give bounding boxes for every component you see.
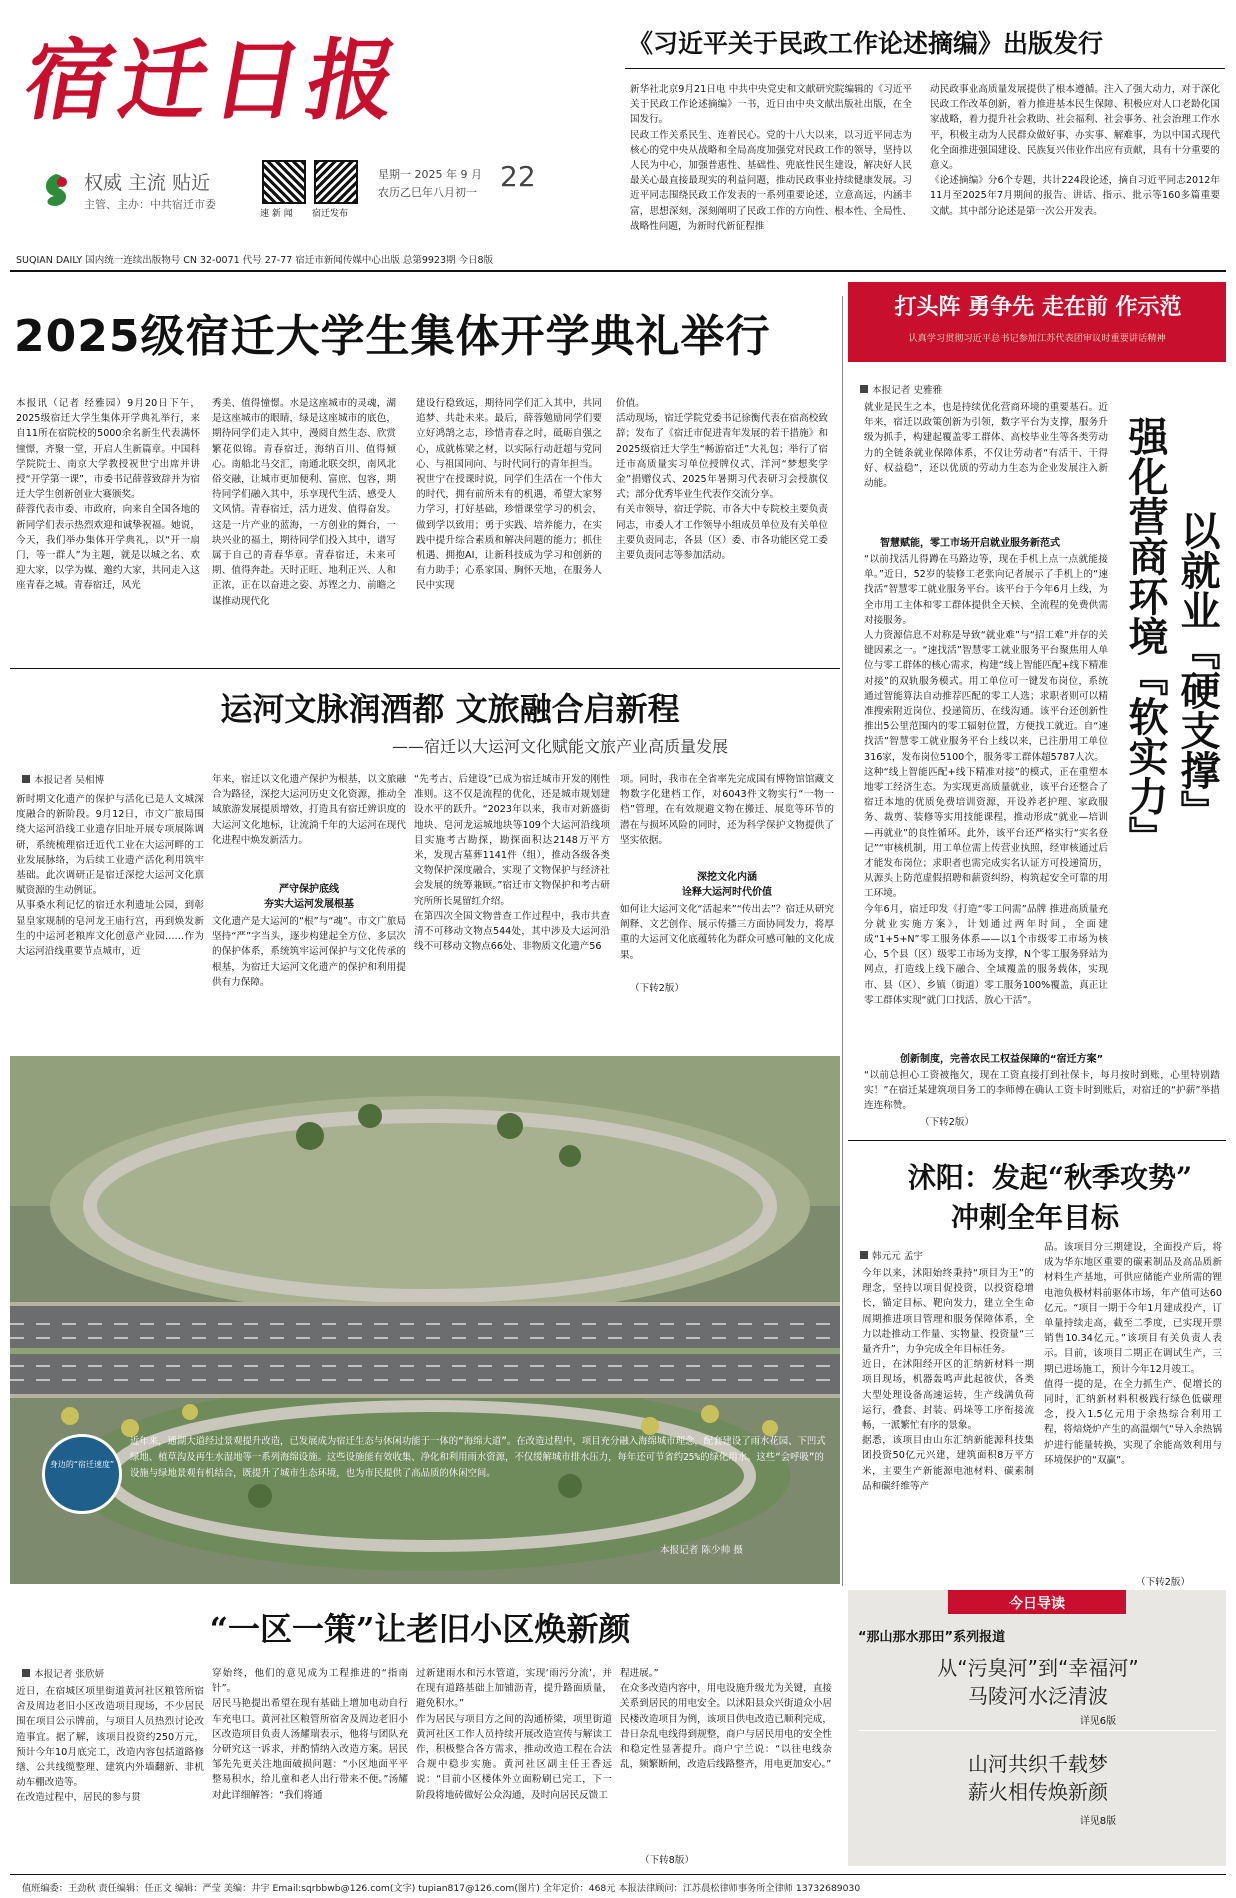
shuyang-byline: 韩元元 孟宇 <box>872 1251 924 1262</box>
culture-rule-top <box>10 668 840 669</box>
community-byline: 本报记者 张欣妍 <box>34 1669 105 1680</box>
culture-col4-text: 项。同时，我市在全省率先完成国有博物馆馆藏文物数字化建档工作，对6043件文物实行“一物一档”管理，在有效规避文物在搬迁、展览等环节的潜在与损坏风险的同时，还为科学保护文物提供了坚实依据。 <box>620 774 834 846</box>
top-rule <box>10 270 1226 272</box>
info-bar: SUQIAN DAILY 国内统一连续出版物号 CN 32-0071 代号 27-77 宿迁市新闻传媒中心出版 总第9923期 今日8版 <box>16 255 494 266</box>
culture-col3: “先考古、后建设”已成为宿迁城市开发的刚性准则。这不仅是流程的优化，还是城市规划建设水平的跃升。“2023年以来，我市对新盛街地块、皂河龙运城地块等109个大运河沿线项目实施考古勘探，勘探面积达2148万平方米，发现古墓葬1141件（组），推动各级各类文物保护深度融合，实现了文物保护与经济社会发展的统筹兼顾。”宿迁市文物保护和考古研究所所长晁留红介绍。 在第四次全国文物普查工作过程中，我市共查清不可移动文物点544处，其中涉及大运河沿线不可移动文物点66处、非物质文化遗产56 <box>414 774 610 953</box>
culture-headline: 运河文脉润酒都 文旅融合启新程 <box>220 690 680 728</box>
community-col3: 过新建雨水和污水管道，实现‘雨污分流’，并在现有道路基础上加铺沥青，提升路面质量，避免积水。” 作为居民与项目方之间的沟通桥梁，项里街道黄河社区工作人员持续开展改造宣传与解读工作，积极整合各方需求，推动改造工程在合法合规中稳步实施。黄河社区副主任王香远说：“目前小区楼体外立面粉刷已完工，下一阶段将地砖做好公众沟通，及时向居民反馈工 <box>416 1668 612 1801</box>
right-col-text-3: “以前总担心工资被拖欠，现在工资直接打到社保卡，每月按时到账，心里特别踏实！”在宿迁某建筑项目务工的李师傅在确认工资卡时到账后，对宿迁的“护薪”举措连连称赞。 <box>864 1070 1220 1112</box>
culture-subhead: ——宿迁以大运河文化赋能文旅产业高质量发展 <box>391 737 728 756</box>
qr-code-1-label: 速 新 闻 <box>260 209 293 219</box>
masthead-slogan: 权威 主流 贴近 <box>84 172 211 194</box>
date-line-2: 农历乙巳年八月初一 <box>378 186 477 199</box>
photo-credit: 本报记者 陈少帅 摄 <box>660 1545 743 1556</box>
campaign-banner-main: 打头阵 勇争先 走在前 作示范 <box>894 295 1182 320</box>
masthead-sponsor: 主管、主办：中共宿迁市委 <box>84 198 216 211</box>
photo-caption: 近年来，通湖大道经过景观提升改造，已发展成为宿迁生态与休闲功能于一体的“海绵大道”。在改造过程中，项目充分融入海绵城市理念，配套建设了雨水花园、下凹式绿地、植草沟及再生水湿地等一系列海绵设施。这些设施能有效收集、净化和利用雨水资源，不仅缓解城市排水压力，每年还可节省约25%的绿化用水。这些“会呼吸”的设施与绿地景观有机结合，既提升了城市生态环境，也为市民提供了高品质的休闲空间。 <box>130 1436 826 1479</box>
right-col-byline-marker <box>860 385 868 393</box>
lead-col4: 价值。 活动现场，宿迁学院党委书记徐衡代表在宿高校致辞；发布了《宿迁市促进青年发展的若干措施》和2025级宿迁大学生“畅游宿迁”大礼包；举行了宿迁市高质量实习单位授牌仪式、洋河“梦想奖学金”捐赠仪式、2025年暑期习代表研习会授旗仪式；部分优秀毕业生代表作交流分享。 有关市领导，宿迁学院、市各大中专院校主要负责同志，市委人才工作领导小组成员单位及有关单位主要负责同志，各县（区）委、市各功能区党工委主要负责同志等参加活动。 <box>616 398 828 562</box>
masthead-title: 宿迁日报 <box>16 28 412 132</box>
guide-item-1-line-2[interactable]: 马陵河水泛清波 <box>968 1684 1108 1708</box>
guide-title: 今日导读 <box>1009 1596 1065 1612</box>
community-jump: （下转8版） <box>640 1855 695 1866</box>
lead-col3: 建设行稳致远，期待同学们汇入其中，共同追梦、共赴未来。最后，薛蓉勉励同学们要立好鸿鹄之志，珍惜青春之时，砥砺自强之心，成就栋梁之材，以实际行动赶超与党同心、与祖国同向、与时代同行的青年担当。 祝世宁在授课时说，同学们生活在一个伟大的时代，拥有前所未有的机遇，希望大家努力学习，打好基础，珍惜课堂学习的机会，做到学以致用；勇于实践、培养能力，在实践中提升综合素质和解决问题的能力；抓住机遇、拥抱AI，让新科技成为学习和创新的有力助手；心系家国、胸怀天地，在服务人民中实现 <box>416 398 602 592</box>
top-story-headline: 《习近平关于民政工作论述摘编》出版发行 <box>628 29 1104 58</box>
photo-badge <box>42 1434 122 1514</box>
photo-badge-text: 身边的“宿迁速度” <box>49 1460 115 1469</box>
top-story-col1: 新华社北京9月21日电 中共中央党史和文献研究院编辑的《习近平关于民政工作论述摘编》一书，近日由中央文献出版社出版，在全国发行。 民政工作关系民生、连着民心。党的十八大以来，以习近平同志为核心的党中央从战略和全局高度加强党对民政工作的领导，坚持以人民为中心，加强普惠性、基础性、兜底性民生建设，解决好人民最关心最直接最现实的利益问题，推动民政事业持续健康发展。习近平同志围绕民政工作发表的一系列重要论述，立意高远，内涵丰富，思想深刻，深刻阐明了民政工作的方向性、根本性、全局性、战略性问题，为新时代新征程推 <box>630 84 912 232</box>
guide-tag: “那山那水那田”系列报道 <box>858 1630 1006 1645</box>
footer-text: 值班编委：王劲秋 责任编辑：任正文 编辑：严莹 美编：井宇 Email:sqrbbwb@126.com(文字) tupian817@126.com(图片) 全年定价：468元 本报法律顾问：江苏晨松律师事务所全律师 13732689030 <box>22 1883 861 1894</box>
footer-rule <box>10 1874 1226 1875</box>
masthead-logo-icon <box>36 170 76 210</box>
culture-col2-text: 年来，宿迁以文化遗产保护为根基，以文旅融合为路径，深挖大运河历史文化资源，推动全域旅游发展提质增效，打造具有宿迁辨识度的大运河文化地标，让流淌千年的大运河在现代化进程中焕发新活力。 <box>212 774 406 846</box>
community-headline: “一区一策”让老旧小区焕新颜 <box>209 1610 631 1648</box>
right-col-jump: （下转2版） <box>920 1117 975 1128</box>
top-story-col2: 动民政事业高质量发展提供了根本遵循。注入了强大动力，对于深化民政工作改革创新，着力推进基本民生保障、积极应对人口老龄化国家战略，着力提升社会救助、社会福利、社会事务、社会治理工作水平，积极主动为人民群众做好事、办实事、解难事，为以中国式现代化全面推进强国建设、民族复兴伟业作出应有贡献，具有十分重要的意义。 《论述摘编》分6个专题，共计224段论述，摘自习近平同志2012年11月至2025年7月期间的报告、讲话、指示、批示等160多篇重要文献。其中部分论述是第一次公开发表。 <box>930 84 1220 217</box>
right-col-sub-1: 智慧赋能，零工市场开启就业服务新范式 <box>880 538 1060 549</box>
right-col-vheadline-1: 以就业『硬支撑』 <box>1174 510 1221 830</box>
qr-code-2-label: 宿迁发布 <box>312 209 349 219</box>
shuyang-byline-marker <box>860 1251 868 1259</box>
culture-byline-marker <box>22 775 30 783</box>
guide-item-1-page[interactable]: 详见6版 <box>1079 1716 1117 1727</box>
community-col2: 穿始终，他们的意见成为工程推进的“指南针”。 居民马艳提出希望在现有基础上增加电动自行车充电口。黄河社区粮管所宿舍及周边老旧小区改造项目负责人汤耀瑞表示，他将与团队充分研究这一诉求，并酌情纳入改造方案。居民邹先先更关注地面破损问题：“小区地面平平整易积水，给儿童和老人出行带来不便。”汤耀对此详细解答：“我们将通 <box>212 1668 408 1801</box>
right-col-divider <box>842 296 843 1586</box>
culture-byline: 本报记者 吴相博 <box>34 775 105 786</box>
top-story-rule <box>625 68 1225 69</box>
guide-box <box>848 1590 1226 1866</box>
shuyang-jump: （下转2版） <box>1136 1577 1191 1588</box>
culture-col4-subhead: 深挖文化内涵 诠释大运河时代价值 <box>682 872 772 898</box>
right-col-sub-2: 创新制度，完善农民工权益保障的“宿迁方案” <box>900 1054 1104 1065</box>
guide-item-2-line-2[interactable]: 薪火相传焕新颜 <box>968 1780 1108 1804</box>
guide-divider <box>858 1730 1216 1731</box>
culture-col2-subhead: 严守保护底线 夯实大运河发展根基 <box>264 884 354 910</box>
qr-code-1[interactable] <box>262 160 306 204</box>
date-line-1: 星期一 2025 年 9 月 <box>378 168 482 181</box>
right-col-byline: 本报记者 史雅雅 <box>872 385 943 396</box>
right-col-rule <box>848 1140 1226 1141</box>
culture-col4-text-b: 如何让大运河文化“活起来”“传出去”？宿迁从研究阐释、文艺创作、展示传播三方面协同发力，将厚重的大运河文化底蕴转化为群众可感可触的文化成果。 <box>620 904 834 961</box>
culture-col2-text-b: 文化遗产是大运河的“根”与“魂”。市文广旅局坚持“严”字当头，逐步构建起全方位、多层次的保护体系，系统筑牢运河保护与文化传承的根基，为宿迁大运河文化遗产的保护和利用提供有力保障。 <box>212 916 406 988</box>
lead-col2: 秀美、值得憧憬。水是这座城市的灵魂，湖是这座城市的眼睛，绿是这座城市的底色，期待同学们走入其中，漫阅自然生态、欣赏繁花似锦。青春宿迁，海纳百川、值得倾心。南船北马交汇，南通北联交织，南风北俗交融，让城市更加便利、富庶、包容，期待同学们融入其中，乐享现代生活、感受人文风情。青春宿迁，活力迸发、值得奋发。这是一片产业的蓝海，一方创业的舞台，一块兴业的福土，期待同学们投入其中，谱写属于自己的青春华章。青春宿迁，未来可期、值得奔赴。天时正旺、地利正兴、人和正浓，正在以奋进之姿、苏铿之力、前瞻之谋推动现代化 <box>212 398 396 607</box>
right-col-text-2b <box>864 998 1220 1048</box>
lead-col1: 本报讯（记者 经雅园）9月20日下午，2025级宿迁大学生集体开学典礼举行，来自11所在宿院校的5000余名新生代表满怀憧憬，齐聚一堂，开启人生新篇章。中国科学院院士、南京大学教授祝世宁出席并讲授“开学第一课”，市委书记薛蓉致辞并为宿迁大学生创新创业大赛颁奖。 薛蓉代表市委、市政府，向来自全国各地的新同学们表示热烈欢迎和诚挚祝福。她说，今天，我们举办集体开学典礼，以“开一扇门，等一群人”为主题，就是以城之名、欢迎大家，以学为媒、邀约大家，共同走入这座青春之城。青春宿迁，风光 <box>16 398 200 592</box>
right-col-vheadline-2: 强化营商环境『软实力』 <box>1122 416 1169 856</box>
community-col4: 程进展。” 在众多改造内容中，用电设施升级尤为关键，直接关系到居民的用电安全。以沭阳县众兴街道众小居民楼改造项目为例，该项目供电改造已顺利完成，昔日杂乱电线得到规整，商户与居民用电的安全性和稳定性显著提升。商户宁兰说：“以往电线杂乱，频繁断闸，改造后线路整齐，用电更加安心。” <box>620 1668 832 1771</box>
masthead <box>16 10 616 240</box>
community-byline-marker <box>22 1669 30 1677</box>
shuyang-col1: 今年以来，沭阳始终秉持“项目为王”的理念，坚持以项目促投资，以投资稳增长，锚定目标、靶向发力，建立全生命周期推进项目管理和服务保障体系，全力以赴推动工作量、实物量、投资量“三量齐升”，力争完成全年目标任务。 近日，在沭阳经开区的汇纳新材料一期项目现场，机器轰鸣声此起彼伏，各类大型处理设备高速运转，生产线满负荷运行，叠套、封装、码垛等工序衔接流畅，一派繁忙有序的景象。 据悉，该项目由山东汇纳新能源科技集团投资50亿元兴建，建筑面积8万平方米，主要生产新能源电池材料、碳素制品和碳纤维等产 <box>862 1268 1034 1492</box>
guide-item-2-line-1[interactable]: 山河共织千载梦 <box>968 1752 1108 1776</box>
culture-col1: 新时期文化遗产的保护与活化已是人文城深度融合的新阶段。9月12日，市文广旅局围绕大运河沿线工业遗存旧址开展专项展陈调研，系统梳理宿迁近代工业在大运河畔的工业发展脉络，为后续工业遗产活化利用筑牢基础。此次调研正是宿迁深挖大运河文化禀赋资源的生动例证。 从事桑水利记忆的宿迁水利遗址公园，到彰显皇家规制的皂河龙王庙行宫，再到焕发新生的中运河老粮库文化创意产业园……作为大运河沿线重要节点城市，近 <box>16 794 204 958</box>
right-col-text-1: 就业是民生之本，也是持续优化营商环境的重要基石。近年来，宿迁以政策创新为引领，数字平台为支撑，服务升级为抓手，构建起覆盖零工群体、高校毕业生等各类劳动力的全链条就业保障体系，不仅让劳动者“有活干、干得好、权益稳”，还以优质的劳动力生态为企业发展注入新动能。 <box>864 402 1108 490</box>
campaign-banner <box>848 282 1226 362</box>
guide-item-1-line-1[interactable]: 从“污臭河”到“幸福河” <box>937 1656 1139 1680</box>
shuyang-headline-2: 冲刺全年目标 <box>950 1201 1119 1234</box>
date-day: 22 <box>500 160 536 193</box>
shuyang-headline-1: 沭阳：发起“秋季攻势” <box>907 1161 1193 1194</box>
campaign-banner-sub: 认真学习贯彻习近平总书记参加江苏代表团审议时重要讲话精神 <box>908 333 1166 344</box>
shuyang-col2: 品。该项目分三期建设，全面投产后，将成为华东地区重要的碳素制品及高品质新材料生产基地，可供应储能产业所需的锂电池负极材料前驱体市场，年产值可达60亿元。“项目一期于今年1月建成投产，订单量持续走高，截至二季度，已实现开票销售10.34亿元。”该项目有关负责人表示。目前，该项目二期正在调试生产，三期已进场施工，预计今年12月竣工。 值得一提的是，在全力抓生产、促增长的同时，汇纳新材料积极践行绿色低碳理念，投入1.5亿元用于余热综合利用工程，将焙烧炉产生的高温烟气“导入余热锅炉进行能量转换，实现了余能高效利用与环境保护的“双赢”。 <box>1044 1242 1222 1466</box>
guide-item-2-page[interactable]: 详见8版 <box>1079 1816 1117 1827</box>
community-col1: 近日，在宿城区项里街道黄河社区粮管所宿舍及周边老旧小区改造项目现场，不少居民围在项目公示牌前，与项目人员热烈讨论改造事宜。据了解，该项目投资约250万元，预计今年10月底完工，改造内容包括道路修缮、公共线缆整理、建筑内外墙翻新、非机动车棚改造等。 在改造过程中，居民的参与贯 <box>16 1686 204 1804</box>
lead-headline: 2025级宿迁大学生集体开学典礼举行 <box>14 311 771 362</box>
right-col-text-2: “以前找活儿得蹲在马路边等，现在手机上点一点就能接单。”近日，52岁的装修工老张向记者展示了手机上的“速找活”智慧零工就业服务平台。该平台于今年6月上线，为全市用工主体和零工群体提供全天候、全流程的免费供需对接服务。 人力资源信息不对称是导致“就业难”与“招工难”并存的关键因素之一。“速找活”智慧零工就业服务平台聚焦用人单位与零工群体的核心需求，构建“线上智能匹配+线下精准对接”的双轨服务模式。用工单位可一键发布岗位，系统通过智能算法自动推荐匹配的零工人选；求职者则可以精准搜索附近岗位、投递简历、在线沟通。该平台还创新性推出5公里范围内的零工辐射位置，方便找工就近。自“速找活”智慧零工就业服务平台上线以来，已注册用工单位316家，发布岗位5100个，服务零工群体超5787人次。 这种“线上智能匹配+线下精准对接”的模式，正在重塑本地零工经济生态。为实现更高质量就业，该平台还整合了宿迁本地的优质免费培训资源，开设养老护理、家政服务、裁剪、装修等实用技能课程，推动形成“就业—培训—再就业”的良性循环。此外，该平台还严格实行“实名登记”“审核机制，用工单位需上传营业执照，经审核通过后才能发布岗位；求职者也需完成实名认证方可投递简历，从源头上防范虚假招聘和薪资纠纷，构筑起安全可靠的用工环境。 今年6月，宿迁印发《打造“零工问需”品牌 推进高质量充分就业实施方案》，计划通过两年时间，全面建成“1+5+N”零工服务体系——以1个市级零工市场为核心，5个县（区）级零工市场为支撑，N个零工服务驿站为网点，打造线上线下融合、全域覆盖的服务载体，实现市、县（区）、乡镇（街道）零工服务100%覆盖，真正让零工群体实现“就门口找活、放心干活”。 <box>864 554 1108 1006</box>
culture-col2 <box>212 772 406 1048</box>
culture-col4 <box>620 772 834 1048</box>
qr-code-2[interactable] <box>314 160 358 204</box>
culture-jump: （下转2版） <box>630 983 685 994</box>
